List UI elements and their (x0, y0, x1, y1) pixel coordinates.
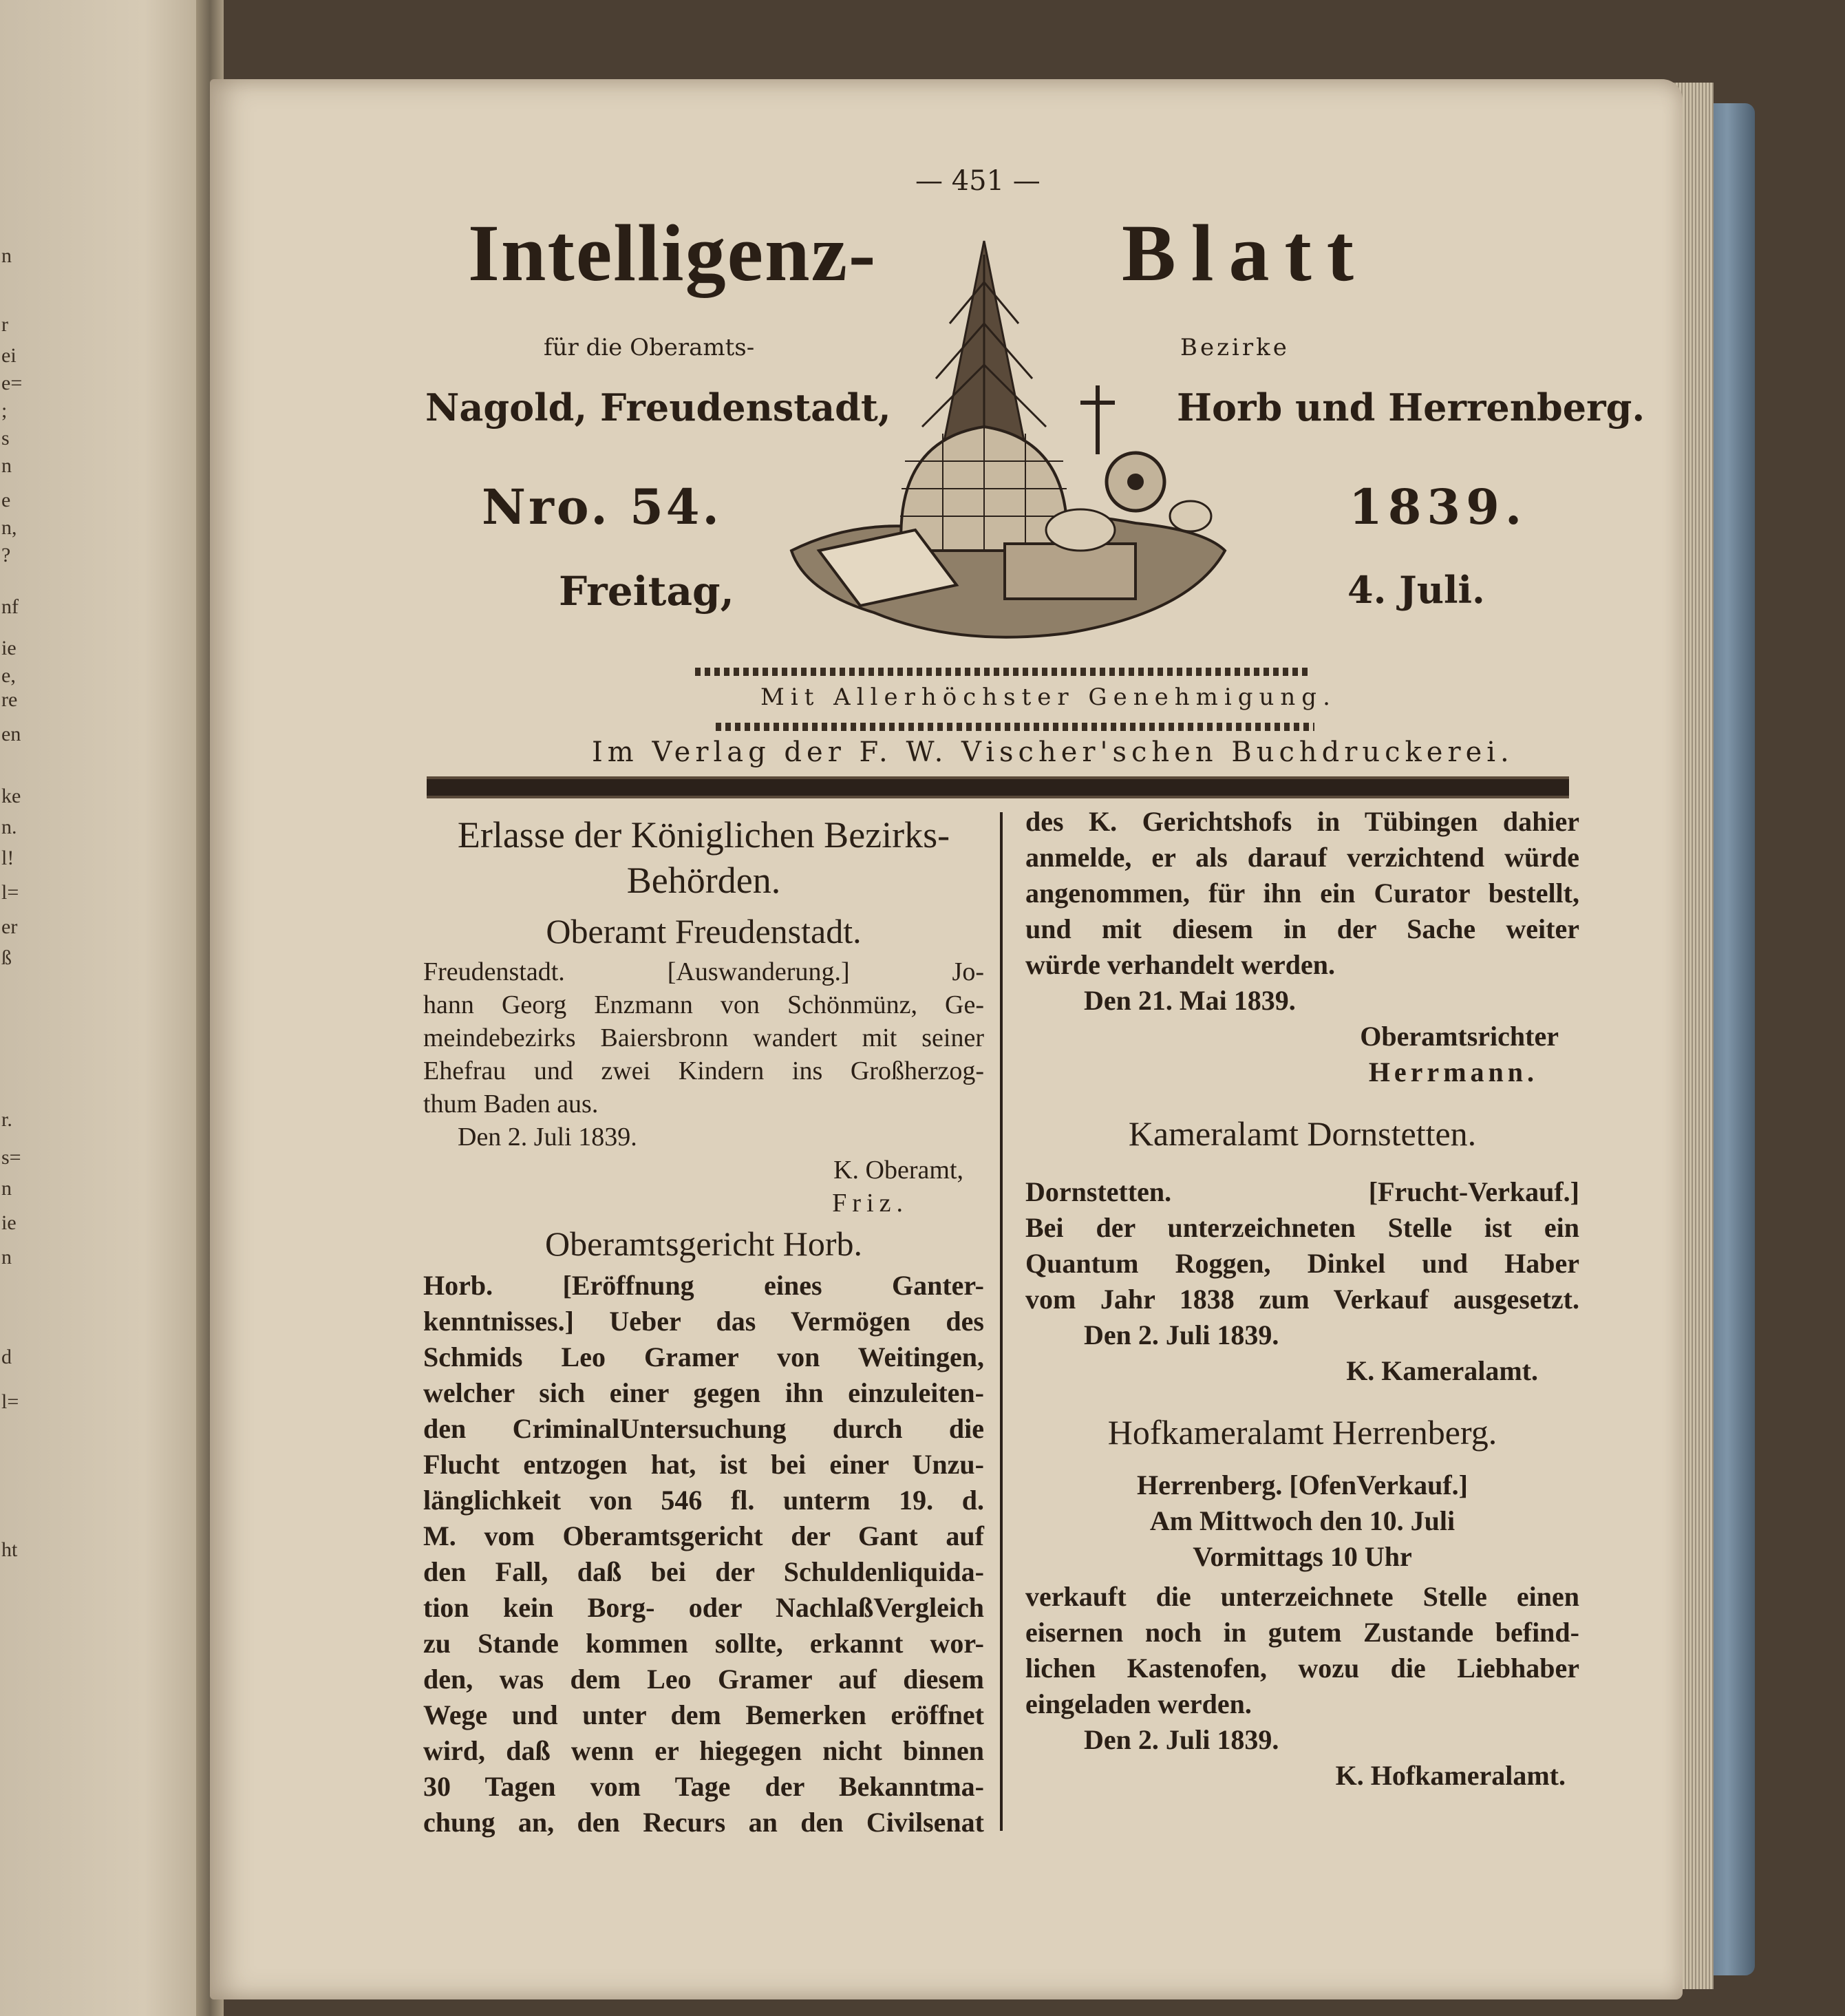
text-line: den Fall, daß bei der Schuldenliquida- (423, 1556, 984, 1587)
issue-number: Nro. 54. (482, 478, 722, 535)
left-page-fragment: e= (1, 372, 23, 394)
left-page-fragment: l= (1, 881, 19, 904)
left-column (423, 812, 984, 1840)
text-line: verkauft die unterzeichnete Stelle einen (1025, 1581, 1579, 1612)
left-page-fragment: e, (1, 664, 16, 687)
text-line: den, was dem Leo Gramer auf diesem (423, 1664, 984, 1695)
text-line: M. vom Oberamtsgericht der Gant auf (423, 1520, 984, 1551)
text-line: Ehefrau und zwei Kindern ins Großherzog- (423, 1057, 984, 1085)
text-line: wird, daß wenn er hiegegen nicht binnen (423, 1735, 984, 1766)
office-heading-freudenstadt: Oberamt Freudenstadt. (546, 912, 862, 951)
text-line: kenntnisses.] Ueber das Vermögen des (423, 1306, 984, 1337)
text-line: lichen Kastenofen, wozu die Liebhaber (1025, 1653, 1579, 1684)
left-page-fragment: re (1, 688, 18, 711)
left-page-fragment: n (1, 1177, 12, 1200)
left-page-fragment: s (1, 427, 10, 449)
ornamental-rule-bottom (716, 723, 1314, 731)
text-line: Flucht entzogen hat, ist bei einer Unzu- (423, 1449, 984, 1480)
left-page-fragment: ; (1, 399, 8, 422)
left-page-fragment: ie (1, 1211, 17, 1234)
page-number: — 451 — (915, 165, 1041, 197)
left-page-fragment: en (1, 723, 21, 745)
text-line: würde verhandelt werden. (1025, 949, 1335, 980)
text-line: meindebezirks Baiersbronn wandert mit seiner (423, 1023, 984, 1052)
masthead-sub-left-1: für die Oberamts- (544, 334, 755, 361)
masthead-vignette-illustration (778, 227, 1232, 654)
left-page-fragment: l! (1, 847, 14, 869)
text-line: Dornstetten. [Frucht-Verkauf.] (1025, 1176, 1579, 1207)
issue-weekday: Freitag, (559, 568, 734, 615)
column-divider (1000, 812, 1003, 1831)
notice-freudenstadt-dateline: Den 2. Juli 1839. (458, 1123, 637, 1152)
masthead-title-left: Intelligenz- (468, 208, 877, 298)
text-line: Bei der unterzeichneten Stelle ist ein (1025, 1212, 1579, 1243)
section-title (423, 812, 984, 903)
text-line: welcher sich einer gegen ihn einzuleiten- (423, 1377, 984, 1408)
notice-dornstetten-dateline: Den 2. Juli 1839. (1084, 1319, 1279, 1350)
text-line: thum Baden aus. (423, 1090, 599, 1118)
continuation-signature-2: Herrmann. (1368, 1057, 1538, 1087)
left-page-fragment: s= (1, 1146, 21, 1169)
notice-freudenstadt-body (423, 955, 984, 1121)
right-column (1025, 804, 1579, 1794)
text-line: Schmids Leo Gramer von Weitingen, (423, 1341, 984, 1372)
text-line: 30 Tagen vom Tage der Bekanntma- (423, 1771, 984, 1802)
notice-dornstetten-signature: K. Kameralamt. (1346, 1355, 1538, 1386)
left-page-fragment: ke (1, 785, 21, 807)
notice-horb-continuation (1025, 804, 1579, 983)
left-page-fragment: d (1, 1346, 12, 1368)
notice-herrenberg-signature: K. Hofkameralamt. (1335, 1760, 1566, 1791)
masthead-rule (427, 776, 1569, 798)
privilege-line: Mit Allerhöchster Genehmigung. (760, 683, 1336, 711)
continuation-signature-1: Oberamtsrichter (1360, 1021, 1559, 1052)
text-line: und mit diesem in der Sache weiter (1025, 913, 1579, 944)
text-line: tion kein Borg- oder NachlaßVergleich (423, 1592, 984, 1623)
notice-herrenberg-schedule-2: Vormittags 10 Uhr (1193, 1541, 1412, 1572)
left-page-fragment: n, (1, 516, 17, 539)
left-page-fragment: ß (1, 946, 12, 969)
notice-herrenberg-dateline: Den 2. Juli 1839. (1084, 1724, 1279, 1755)
notice-herrenberg-schedule-1: Am Mittwoch den 10. Juli (1149, 1505, 1455, 1536)
text-line: länglichkeit von 546 fl. unterm 19. d. (423, 1485, 984, 1516)
text-line: chung an, den Recurs an den Civilsenat (423, 1807, 984, 1838)
left-page-fragment: n (1, 1246, 12, 1269)
left-page-fragment: e (1, 489, 11, 511)
text-line: hann Georg Enzmann von Schönmünz, Ge- (423, 990, 984, 1019)
issue-year: 1839. (1349, 478, 1528, 535)
office-heading-horb: Oberamtsgericht Horb. (545, 1224, 862, 1263)
notice-dornstetten-body (1025, 1174, 1579, 1317)
left-page (0, 0, 206, 2016)
notice-horb-body (423, 1268, 984, 1840)
left-page-fragment: er (1, 915, 18, 938)
text-line: zu Stande kommen sollte, erkannt wor- (423, 1628, 984, 1659)
continuation-dateline: Den 21. Mai 1839. (1084, 985, 1296, 1016)
section-title-line-1: Erlasse der Königlichen Bezirks- (457, 814, 950, 856)
masthead-sub-right-2: Horb und Herrenberg. (1177, 385, 1645, 429)
left-page-fragment: ei (1, 344, 17, 367)
text-line: des K. Gerichtshofs in Tübingen dahier (1025, 806, 1579, 837)
issue-date: 4. Juli. (1347, 568, 1485, 612)
left-page-fragment: r (1, 313, 8, 336)
masthead-sub-left-2: Nagold, Freudenstadt, (425, 385, 891, 429)
notice-herrenberg-head: Herrenberg. [OfenVerkauf.] (1136, 1469, 1468, 1500)
text-line: anmelde, er als darauf verzichtend würde (1025, 842, 1579, 873)
section-title-line-2: Behörden. (626, 860, 781, 901)
notice-freudenstadt-signature-2: Friz. (832, 1189, 908, 1218)
left-page-fragment: nf (1, 595, 19, 618)
left-page-fragment: ie (1, 637, 17, 659)
left-page-fragment: n (1, 454, 12, 477)
left-page-fragment: n. (1, 816, 17, 838)
publisher-line: Im Verlag der F. W. Vischer'schen Buchdruckerei. (592, 736, 1514, 768)
text-line: Freudenstadt. [Auswanderung.] Jo- (423, 957, 984, 986)
text-line: eingeladen werden. (1025, 1688, 1252, 1719)
text-line: eisernen noch in gutem Zustande befind- (1025, 1617, 1579, 1648)
left-page-fragment: ht (1, 1538, 18, 1561)
left-page-fragment: r. (1, 1108, 12, 1131)
text-line: den CriminalUntersuchung durch die (423, 1413, 984, 1444)
left-page-fragment: l= (1, 1390, 19, 1413)
text-line: Wege und unter dem Bemerken eröffnet (423, 1699, 984, 1730)
notice-herrenberg-body (1025, 1579, 1579, 1722)
masthead-sub-right-1: Bezirke (1180, 334, 1290, 361)
text-line: vom Jahr 1838 zum Verkauf ausgesetzt. (1025, 1284, 1579, 1315)
ornamental-rule-top (695, 668, 1308, 676)
office-heading-herrenberg: Hofkameralamt Herrenberg. (1107, 1413, 1497, 1452)
left-page-fragment: n (1, 244, 12, 267)
text-line: Horb. [Eröffnung eines Ganter- (423, 1270, 984, 1301)
office-heading-dornstetten: Kameralamt Dornstetten. (1128, 1114, 1477, 1153)
masthead-title-right: Blatt (1122, 208, 1369, 298)
left-page-fragment: ? (1, 544, 11, 566)
text-line: angenommen, für ihn ein Curator bestellt, (1025, 878, 1579, 909)
notice-freudenstadt-signature-1: K. Oberamt, (833, 1156, 963, 1185)
text-line: Quantum Roggen, Dinkel und Haber (1025, 1248, 1579, 1279)
